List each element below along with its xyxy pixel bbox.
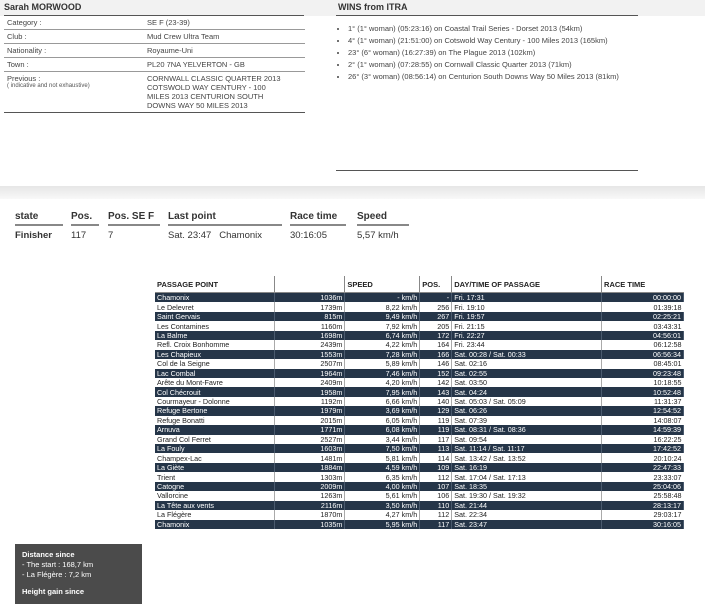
col-header: POS.	[420, 276, 452, 293]
win-item: • 1° (1° woman) (05:23:16) on Coastal Trail Series - Dorset 2013 (54km)	[348, 24, 626, 33]
summary-label: Speed	[357, 211, 409, 226]
passage-time: Sat. 21:44	[452, 501, 602, 510]
panel-line: - The start : 168,7 km	[22, 560, 94, 569]
race-time: 25:04:06	[602, 482, 684, 491]
passage-time: Fri. 21:15	[452, 321, 602, 330]
passage-time: Sat. 11:14 / Sat. 11:17	[452, 444, 602, 453]
altitude: 1870m	[275, 510, 345, 519]
speed: 7,95 km/h	[345, 387, 420, 396]
passage-point: Le Delevret	[155, 302, 275, 311]
table-row	[155, 463, 684, 472]
passage-point: La Balme	[155, 331, 275, 340]
race-time: 28:13:17	[602, 501, 684, 510]
table-row	[155, 397, 684, 406]
position: 166	[420, 350, 452, 359]
wins-list	[336, 24, 626, 84]
summary-value: 7	[108, 230, 114, 241]
race-time: 30:16:05	[602, 520, 684, 529]
table-row	[155, 416, 684, 425]
altitude: 2527m	[275, 435, 345, 444]
previous-race: MILES 2013 CENTURION SOUTH	[147, 92, 264, 101]
altitude: 1979m	[275, 406, 345, 415]
info-key: Previous :	[7, 74, 41, 83]
table-row	[155, 312, 684, 321]
passage-time: Sat. 00:28 / Sat. 00:33	[452, 350, 602, 359]
info-value: SE F (23-39)	[147, 18, 190, 27]
info-row-category	[4, 16, 305, 30]
position: 205	[420, 321, 452, 330]
passage-time: Sat. 02:16	[452, 359, 602, 368]
table-row	[155, 359, 684, 368]
passage-point: Vallorcine	[155, 491, 275, 500]
altitude: 1958m	[275, 387, 345, 396]
speed: 3,50 km/h	[345, 501, 420, 510]
win-item: • 26° (3° woman) (08:56:14) on Centurion South Downs Way 50 Miles 2013 (81km)	[348, 72, 626, 81]
position: 113	[420, 444, 452, 453]
table-row	[155, 482, 684, 491]
race-time: 00:00:00	[602, 293, 684, 303]
race-time: 03:43:31	[653, 321, 682, 331]
race-time: 10:18:55	[653, 378, 682, 388]
altitude: 1553m	[275, 350, 345, 359]
passage-point: Lac Combal	[155, 369, 275, 378]
altitude: 1771m	[275, 425, 345, 434]
passage-point: Catogne	[155, 482, 275, 491]
altitude: 1035m	[275, 520, 345, 529]
info-key: Town :	[7, 60, 29, 69]
wins-title: WINS from ITRA	[338, 2, 408, 12]
panel-title: Height gain since	[22, 587, 85, 596]
race-time: 01:39:18	[653, 302, 682, 312]
position: 129	[420, 406, 452, 415]
passage-point: Les Chapieux	[155, 350, 275, 359]
speed: 3,69 km/h	[345, 406, 420, 415]
race-time: 02:25:21	[602, 312, 684, 321]
altitude: 2507m	[275, 359, 345, 368]
race-time: 08:45:01	[653, 359, 682, 369]
table-row	[155, 387, 684, 396]
passage-time: Sat. 05:03 / Sat. 05:09	[452, 397, 602, 406]
summary-speed	[357, 211, 409, 241]
altitude: 2009m	[275, 482, 345, 491]
table-row	[155, 350, 684, 359]
altitude: 1884m	[275, 463, 345, 472]
race-time: 25:58:48	[653, 491, 682, 501]
position: 140	[420, 397, 452, 406]
passage-point: Saint Gervais	[155, 312, 275, 321]
info-row-town	[4, 58, 305, 72]
altitude: 2409m	[275, 378, 345, 387]
position: 106	[420, 491, 452, 500]
table-body	[155, 293, 684, 529]
passage-time: Sat. 08:31 / Sat. 08:36	[452, 425, 602, 434]
altitude: 815m	[275, 312, 345, 321]
position: 119	[420, 425, 452, 434]
passage-point: La Flégère	[155, 510, 275, 519]
speed: 4,20 km/h	[345, 378, 420, 387]
position: 143	[420, 387, 452, 396]
speed: 4,27 km/h	[345, 510, 420, 519]
info-value: PL20 7NA YELVERTON - GB	[147, 60, 245, 69]
position: 146	[420, 359, 452, 368]
summary-label: Pos.	[71, 211, 99, 226]
table-row	[155, 491, 684, 500]
summary-state	[15, 211, 63, 241]
table-row	[155, 378, 684, 387]
divider	[336, 170, 638, 171]
altitude: 1303m	[275, 472, 345, 481]
col-header	[275, 276, 345, 293]
race-time: 06:56:34	[602, 350, 684, 359]
passage-time: Sat. 04:24	[452, 387, 602, 396]
passage-point: Chamonix	[155, 520, 275, 529]
race-time: 11:31:37	[654, 397, 682, 407]
altitude: 2116m	[275, 501, 345, 510]
race-time: 04:56:01	[602, 331, 684, 340]
section-band	[0, 186, 705, 199]
info-key: Category :	[7, 18, 42, 27]
race-time: 20:10:24	[653, 453, 682, 463]
table-row	[155, 340, 684, 349]
passage-point: Courmayeur - Dolonne	[155, 397, 275, 406]
position: 267	[420, 312, 452, 321]
position: 119	[420, 416, 452, 425]
passage-time: Fri. 23:44	[452, 340, 602, 349]
position: 112	[420, 510, 452, 519]
summary-value: 5,57 km/h	[357, 230, 399, 241]
passage-point: La Giète	[155, 463, 275, 472]
table-row	[155, 472, 684, 481]
col-header: RACE TIME	[602, 276, 684, 293]
position: 172	[420, 331, 452, 340]
summary-value: 30:16:05	[290, 230, 327, 241]
table-row	[155, 321, 684, 330]
panel-line: - La Flégère : 7,2 km	[22, 570, 92, 579]
passage-point: Arnuva	[155, 425, 275, 434]
race-time: 10:52:48	[602, 387, 684, 396]
position: 107	[420, 482, 452, 491]
position: -	[420, 293, 452, 303]
speed: 6,05 km/h	[345, 416, 420, 425]
table-row	[155, 425, 684, 434]
passage-time: Fri. 19:57	[452, 312, 602, 321]
passage-point: Champex-Lac	[155, 453, 275, 462]
summary-label: state	[15, 211, 63, 226]
passage-table	[155, 276, 684, 529]
info-row-previous	[4, 72, 305, 113]
athlete-info	[4, 16, 305, 113]
race-time: 14:08:07	[653, 415, 682, 425]
speed: 5,81 km/h	[345, 453, 420, 462]
passage-time: Fri. 22:27	[452, 331, 602, 340]
summary-pos	[71, 211, 99, 241]
altitude: 1160m	[275, 321, 345, 330]
col-header: DAY/TIME OF PASSAGE	[452, 276, 602, 293]
distance-panel	[15, 544, 142, 604]
altitude: 1036m	[275, 293, 345, 303]
passage-point: Col de la Seigne	[155, 359, 275, 368]
summary-value: Finisher	[15, 230, 52, 241]
previous-race: DOWNS WAY 50 MILES 2013	[147, 101, 248, 110]
divider	[336, 15, 638, 16]
passage-point: Refuge Bertone	[155, 406, 275, 415]
speed: 5,61 km/h	[345, 491, 420, 500]
passage-time: Sat. 02:55	[452, 369, 602, 378]
info-value: Royaume-Uni	[147, 46, 193, 55]
speed: 4,59 km/h	[345, 463, 420, 472]
speed: 8,22 km/h	[345, 302, 420, 311]
speed: 4,22 km/h	[345, 340, 420, 349]
speed: 6,08 km/h	[345, 425, 420, 434]
speed: 3,44 km/h	[345, 435, 420, 444]
speed: 7,46 km/h	[345, 369, 420, 378]
altitude: 1739m	[275, 302, 345, 311]
passage-time: Sat. 17:04 / Sat. 17:13	[452, 472, 602, 481]
passage-time: Sat. 07:39	[452, 416, 602, 425]
table-row	[155, 510, 684, 519]
position: 164	[420, 340, 452, 349]
previous-race: COTSWOLD WAY CENTURY - 100	[147, 83, 266, 92]
position: 256	[420, 302, 452, 311]
speed: 6,74 km/h	[345, 331, 420, 340]
race-time: 22:47:33	[602, 463, 684, 472]
summary-label: Race time	[290, 211, 346, 226]
altitude: 1192m	[275, 397, 345, 406]
win-item: • 4° (1° woman) (21:51:00) on Cotswold Way Century - 100 Miles 2013 (165km)	[348, 36, 626, 45]
position: 152	[420, 369, 452, 378]
position: 117	[420, 435, 452, 444]
table-row	[155, 369, 684, 378]
info-row-nationality	[4, 44, 305, 58]
speed: 6,66 km/h	[345, 397, 420, 406]
speed: 7,28 km/h	[345, 350, 420, 359]
speed: 5,95 km/h	[345, 520, 420, 529]
position: 114	[420, 453, 452, 462]
speed: 6,35 km/h	[345, 472, 420, 481]
table-row	[155, 331, 684, 340]
table-header	[155, 276, 684, 293]
passage-point: Les Contamines	[155, 321, 275, 330]
passage-time: Fri. 17:31	[452, 293, 602, 303]
passage-time: Sat. 06:26	[452, 406, 602, 415]
col-header: SPEED	[345, 276, 420, 293]
race-time: 09:23:48	[602, 369, 684, 378]
passage-time: Sat. 16:19	[452, 463, 602, 472]
passage-time: Sat. 23:47	[452, 520, 602, 529]
previous-race: CORNWALL CLASSIC QUARTER 2013	[147, 74, 281, 83]
table-row	[155, 520, 684, 529]
passage-point: La Tête aux vents	[155, 501, 275, 510]
passage-time: Sat. 18:35	[452, 482, 602, 491]
table-row	[155, 406, 684, 415]
speed: 7,92 km/h	[345, 321, 420, 330]
passage-time: Sat. 03:50	[452, 378, 602, 387]
altitude: 1698m	[275, 331, 345, 340]
passage-point: La Fouly	[155, 444, 275, 453]
passage-time: Sat. 22:34	[452, 510, 602, 519]
passage-point: Refuge Bonatti	[155, 416, 275, 425]
passage-time: Sat. 19:30 / Sat. 19:32	[452, 491, 602, 500]
table-row	[155, 302, 684, 311]
altitude: 1263m	[275, 491, 345, 500]
panel-title: Distance since	[22, 550, 75, 559]
col-header: PASSAGE POINT	[155, 276, 275, 293]
summary-label: Pos. SE F	[108, 211, 160, 226]
passage-time: Fri. 19:10	[452, 302, 602, 311]
table-row	[155, 293, 684, 303]
athlete-name: Sarah MORWOOD	[4, 2, 82, 12]
summary-value: Sat. 23:47 Chamonix	[168, 230, 262, 241]
altitude: 1603m	[275, 444, 345, 453]
altitude: 1964m	[275, 369, 345, 378]
position: 109	[420, 463, 452, 472]
position: 112	[420, 472, 452, 481]
passage-point: Col Chécrouit	[155, 387, 275, 396]
altitude: 2439m	[275, 340, 345, 349]
speed: 4,00 km/h	[345, 482, 420, 491]
summary-pos-category	[108, 211, 160, 241]
info-value: Mud Crew Ultra Team	[147, 32, 220, 41]
summary-value: 117	[71, 230, 87, 241]
speed: - km/h	[345, 293, 420, 303]
passage-point: Arête du Mont-Favre	[155, 378, 275, 387]
speed: 5,89 km/h	[345, 359, 420, 368]
altitude: 2015m	[275, 416, 345, 425]
previous-note: ( indicative and not exhaustive)	[7, 83, 90, 89]
passage-point: Grand Col Ferret	[155, 435, 275, 444]
info-key: Club :	[7, 32, 27, 41]
race-time: 14:59:39	[602, 425, 684, 434]
info-row-club	[4, 30, 305, 44]
race-time: 12:54:52	[602, 406, 684, 415]
speed: 9,49 km/h	[345, 312, 420, 321]
speed: 7,50 km/h	[345, 444, 420, 453]
race-time: 16:22:25	[653, 434, 682, 444]
position: 117	[420, 520, 452, 529]
table-row	[155, 435, 684, 444]
position: 142	[420, 378, 452, 387]
passage-time: Sat. 09:54	[452, 435, 602, 444]
table-row	[155, 501, 684, 510]
summary-race-time	[290, 211, 346, 241]
win-item: • 23° (6° woman) (16:27:39) on The Plague 2013 (102km)	[348, 48, 626, 57]
win-item: • 2° (1° woman) (07:28:55) on Cornwall Classic Quarter 2013 (71km)	[348, 60, 626, 69]
altitude: 1481m	[275, 453, 345, 462]
summary-label: Last point	[168, 211, 282, 226]
position: 110	[420, 501, 452, 510]
passage-point: Chamonix	[155, 293, 275, 303]
race-time: 17:42:52	[602, 444, 684, 453]
passage-point: Trient	[155, 472, 275, 481]
race-time: 06:12:58	[653, 340, 682, 350]
table-row	[155, 444, 684, 453]
race-time: 23:33:07	[653, 472, 682, 482]
race-time: 29:03:17	[653, 510, 682, 520]
passage-time: Sat. 13:42 / Sat. 13:52	[452, 453, 602, 462]
passage-point: Refl. Croix Bonhomme	[155, 340, 275, 349]
summary-last-point	[168, 211, 282, 241]
info-key: Nationality :	[7, 46, 47, 55]
table-row	[155, 453, 684, 462]
